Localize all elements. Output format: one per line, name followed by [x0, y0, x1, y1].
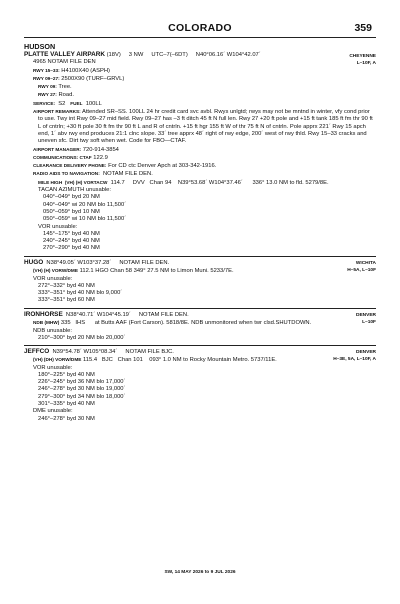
sectional-name: CHEYENNE	[349, 54, 376, 59]
runway-15-33: RWY 15–33: H4100X40 (ASPH)	[33, 67, 110, 74]
runway-09: RWY 09: Tree.	[38, 84, 72, 91]
navaid-name: HUGO	[24, 259, 44, 266]
ifr-chart-line: L–10F	[362, 320, 376, 325]
navaid-name: IRONHORSE	[24, 311, 63, 318]
tacan-unusable-label: TACAN AZIMUTH unusable:	[38, 187, 112, 194]
vor-item: 301°–335° byd 40 NM	[38, 401, 95, 408]
sectional-name: DENVER	[356, 350, 376, 355]
vor-item: 145°–175° byd 40 NM	[43, 230, 100, 237]
vor-item: 333°–351° byd 40 NM blo 9,000´	[38, 290, 123, 297]
ironhorse-entry	[24, 311, 376, 342]
city-name: HUDSON	[24, 42, 56, 51]
navaid-coords: N38°40.71´ W104°45.19´ NOTAM FILE DEN.	[62, 312, 189, 318]
vor-item: 240°–245° byd 40 NM	[43, 238, 100, 245]
vor-unusable-label: VOR unusable:	[38, 223, 78, 230]
ndb-unusable-label: NDB unusable:	[33, 327, 72, 334]
elevation-notam: 4965 NOTAM FILE DEN	[33, 59, 96, 66]
navaid-line: (VH) (DH) VORW/DME 115.4 BJC Chan 101 093° 1.0 NM to Rocky Mountain Metro. 5737/11E.	[33, 357, 277, 364]
vor-item: 333°–351° byd 60 NM	[38, 297, 95, 304]
sectional-name: WICHITA	[355, 261, 376, 266]
jeffco-entry	[24, 348, 376, 423]
ifr-chart-line: L–10F, A	[356, 61, 376, 66]
section-rule	[24, 308, 376, 309]
ifr-chart-line: H–5A, L–10F	[347, 268, 376, 273]
navaid-name: JEFFCO	[24, 348, 50, 355]
navaid-coords: N39°54.78´ W105°08.34´ NOTAM FILE BJC.	[49, 349, 174, 355]
service-line: SERVICE: S2 FUEL 100LL	[33, 100, 102, 107]
vor-item: 180°–225° byd 40 NM	[38, 371, 95, 378]
dme-unusable-label: DME unusable:	[33, 408, 73, 415]
vor-item: 226°–245° byd 36 NM blo 17,000´	[38, 379, 126, 386]
airport-name: PLATTE VALLEY AIRPARK	[24, 51, 105, 58]
ifr-chart-line: H–3E, 5A, L–10F, A	[333, 357, 376, 362]
header-rule	[24, 37, 376, 38]
communications: COMMUNICATIONS: CTAF 122.9	[33, 154, 108, 161]
tacan-item: 040°–049° byd 20 NM	[43, 194, 100, 201]
page-number: 359	[354, 22, 372, 34]
vor-item: 270°–290° byd 40 NM	[43, 245, 100, 252]
navaid-line: MILE HIGH (VH) (H) VORTACW 114.7 DVV Chan 94 N39°53.68´ W104°37.46´ 336° 13.0 NM to fld. 5279/8E.	[38, 179, 329, 186]
navaid-line: (VH) (H) VORW/DME 112.1 HGO Chan 58 349° 27.5 NM to Limon Muni. 5233/7E.	[33, 268, 234, 275]
hugo-entry	[24, 259, 376, 305]
airport-manager: AIRPORT MANAGER: 720-914-3854	[33, 146, 119, 153]
navaid-coords: N38°49.05´ W103°37.28´ NOTAM FILE DEN.	[43, 260, 170, 266]
page-header	[0, 22, 400, 36]
navaid-line: NDB (MHW) 335 IHS at Butts AAF (Fort Carson). 5818/8E. NDB unmonitored when twr clsd.SHUTDOWN.	[33, 320, 312, 327]
tacan-item: 050°–059° wi 10 NM blo 11,500´	[43, 216, 127, 223]
vor-unusable-label: VOR unusable:	[33, 364, 73, 371]
airport-remarks: AIRPORT REMARKS: Attended SR–SS. 100LL 24 hr credit card svc avbl. Rwys unlgtd; rwys may not be mntnd in winter, vfy cond prior to use. Twy int Rwy 09–27 mid field. Rwy 09–27 has –3 ft ditch 45 ft N full len. Rwy 27 +20 ft pole and +15 ft tank 185 ft fm thr 90 ft L of cntrln; +30 ft pole 30 ft fm thr 90 ft L and R of cntrln. +15 ft hgr 155 ft W of thr 75 ft N of cntrln. Pole apprx 221´ Rwy 15 apch end, 1´ abv rwy end produces 21:1 clnc slope. 33´ tree apprx 48´ right of rwy edge, 200´ west of rwy thld. Rwy 15–33 cracks and uneven sfc. Dirt twy soft when wet. Code for FBO—CTAF.	[33, 109, 373, 145]
vor-item: 272°–332° byd 40 NM	[38, 282, 95, 289]
tacan-item: 050°–059° byd 10 NM	[43, 208, 100, 215]
section-rule	[24, 256, 376, 257]
runway-27: RWY 27: Road.	[38, 92, 74, 99]
runway-09-27: RWY 09–27: 2500X90 (TURF–GRVL)	[33, 75, 125, 82]
sectional-name: DENVER	[356, 313, 376, 318]
tacan-item: 040°–049° wi 20 NM blo 11,500´	[43, 201, 127, 208]
dme-item: 246°–278° byd 30 NM	[38, 415, 95, 422]
radio-aids: RADIO AIDS TO NAVIGATION: NOTAM FILE DEN.	[33, 171, 153, 178]
ndb-item: 210°–300° byd 20 NM blo 20,000´	[38, 334, 126, 341]
airport-details: (18V) 3 NW UTC–7(–6DT) N40°06.16´ W104°42.07´	[106, 52, 261, 58]
vor-item: 246°–278° byd 30 NM blo 19,000´	[38, 386, 126, 393]
edition-footer: SW, 14 MAY 2026 to 9 JUL 2026	[164, 570, 236, 575]
clearance-delivery: CLEARANCE DELIVERY PHONE: For CD ctc Denver Apch at 303-342-1916.	[33, 163, 217, 170]
state-title: COLORADO	[168, 22, 232, 34]
vor-unusable-label: VOR unusable:	[33, 275, 73, 282]
section-rule	[24, 345, 376, 346]
vor-item: 279°–300° byd 34 NM blo 18,000´	[38, 393, 126, 400]
hudson-entry	[24, 42, 376, 253]
